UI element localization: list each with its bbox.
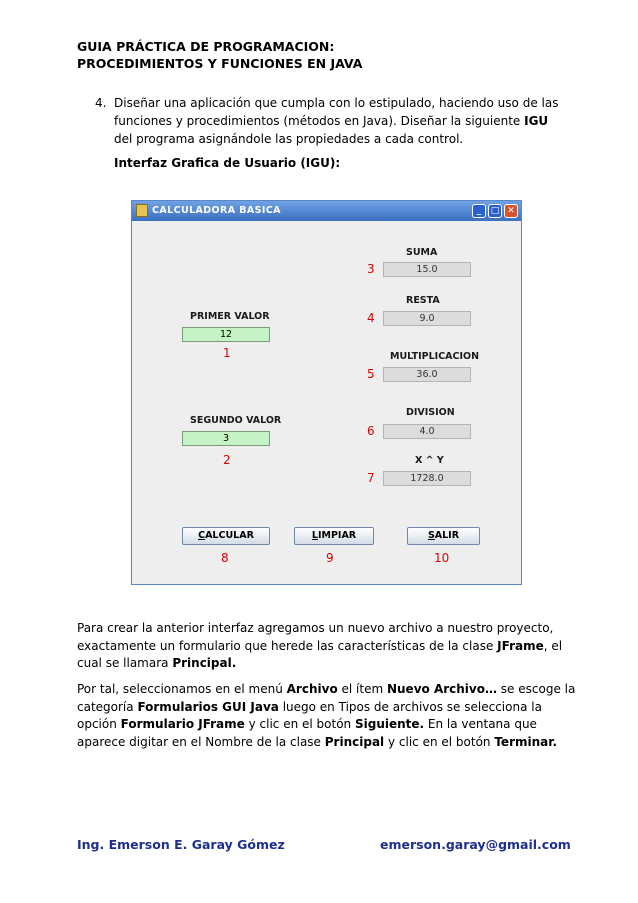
primer-valor-input[interactable]: 12 [182, 327, 270, 342]
title-line-1: GUIA PRÁCTICA DE PROGRAMACION: [77, 39, 335, 54]
window-title: CALCULADORA BASICA [152, 205, 281, 216]
multiplicacion-output: 36.0 [383, 367, 471, 382]
marker-9: 9 [326, 551, 334, 565]
suma-label: SUMA [406, 247, 438, 258]
resta-label: RESTA [406, 295, 440, 306]
limpiar-button[interactable]: LIMPIAR [294, 527, 374, 545]
division-output: 4.0 [383, 424, 471, 439]
marker-5: 5 [367, 367, 375, 381]
potencia-label: X ^ Y [415, 455, 444, 466]
paragraph-steps: Por tal, seleccionamos en el menú Archivo el ítem Nuevo Archivo… se escoge la categoría Formularios GUI Java luego en Tipos de archivos se selecciona la opción Formulario JFrame y clic en el botón Siguiente. En la ventana que aparece digitar en el Nombre de la clase Principal y clic en el botón Terminar. [77, 682, 576, 749]
salir-button[interactable]: SALIR [407, 527, 480, 545]
minimize-button[interactable]: _ [472, 204, 486, 218]
document-title [77, 38, 362, 72]
marker-4: 4 [367, 311, 375, 325]
item-number: 4. [95, 96, 107, 110]
marker-2: 2 [223, 453, 231, 467]
paragraph-jframe: Para crear la anterior interfaz agregamos un nuevo archivo a nuestro proyecto, exactamente un formulario que herede las características de la clase JFrame, el cual se llamara Principal. [77, 621, 563, 670]
marker-1: 1 [223, 346, 231, 360]
window-titlebar[interactable] [132, 201, 521, 221]
java-cup-icon [136, 204, 148, 217]
footer-email[interactable]: emerson.garay@gmail.com [380, 837, 571, 852]
footer-author: Ing. Emerson E. Garay Gómez [77, 837, 285, 852]
suma-output: 15.0 [383, 262, 471, 277]
segundo-valor-label: SEGUNDO VALOR [190, 415, 282, 426]
calcular-button[interactable]: CALCULAR [182, 527, 270, 545]
multiplicacion-label: MULTIPLICACION [390, 351, 480, 362]
close-button[interactable]: ✕ [504, 204, 518, 218]
marker-8: 8 [221, 551, 229, 565]
marker-7: 7 [367, 471, 375, 485]
marker-6: 6 [367, 424, 375, 438]
segundo-valor-input[interactable]: 3 [182, 431, 270, 446]
marker-10: 10 [434, 551, 450, 565]
marker-3: 3 [367, 262, 375, 276]
title-line-2: PROCEDIMIENTOS Y FUNCIONES EN JAVA [77, 56, 363, 71]
primer-valor-label: PRIMER VALOR [190, 311, 270, 322]
potencia-output: 1728.0 [383, 471, 471, 486]
resta-output: 9.0 [383, 311, 471, 326]
maximize-button[interactable]: □ [488, 204, 502, 218]
calculator-window [131, 200, 522, 585]
subheading: Interfaz Grafica de Usuario (IGU): [114, 156, 341, 170]
exercise-item [95, 94, 565, 148]
division-label: DIVISION [406, 407, 455, 418]
item-text: Diseñar una aplicación que cumpla con lo estipulado, haciendo uso de las funciones y procedimientos (métodos en Java). Diseñar la siguiente IGU del programa asignándole las propiedades a cada control. [114, 96, 559, 146]
